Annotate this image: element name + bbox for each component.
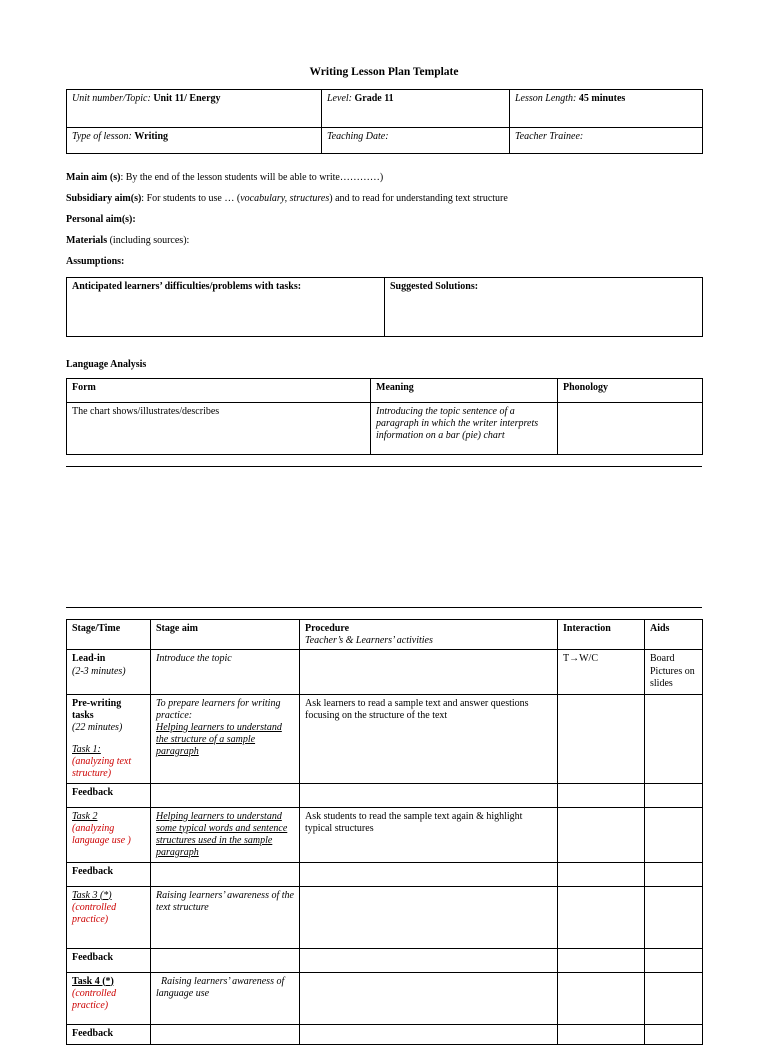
length-label: Lesson Length:	[515, 93, 577, 104]
task3-aim: Raising learners’ awareness of the text structure	[151, 886, 300, 948]
prewriting-aim-1: To prepare learners for writing practice:	[156, 697, 281, 721]
task4-note: (controlled practice)	[72, 987, 117, 1011]
date-cell	[322, 128, 510, 154]
phonology-header: Phonology	[558, 379, 703, 403]
level-cell	[322, 90, 510, 128]
materials-text: (including sources):	[107, 235, 190, 246]
assumptions: Assumptions:	[66, 256, 125, 267]
level-value: Grade 11	[354, 93, 394, 104]
task4-name: Task 4 (*)	[72, 975, 114, 987]
leadin-stage	[67, 650, 151, 695]
length-value: 45 minutes	[578, 93, 626, 104]
difficulties-table	[66, 277, 703, 337]
prewriting-procedure: Ask learners to read a sample text and answer questions focusing on the structure of the text	[300, 694, 558, 783]
type-value: Writing	[134, 131, 169, 142]
subsidiary-aim	[66, 193, 508, 204]
feedback-4: Feedback	[67, 1024, 151, 1044]
feedback-1: Feedback	[67, 783, 151, 807]
unit-label: Unit number/Topic:	[72, 93, 151, 104]
meaning-header: Meaning	[371, 379, 558, 403]
subsidiary-aim-italic: vocabulary, structures	[240, 193, 330, 204]
interaction-header: Interaction	[558, 620, 645, 650]
task2-name: Task 2	[72, 810, 98, 822]
stage-aim-header: Stage aim	[151, 620, 300, 650]
subsidiary-aim-text-2: ) and to read for understanding text structure	[329, 193, 508, 204]
leadin-aim: Introduce the topic	[151, 650, 300, 695]
prewriting-aim	[151, 694, 300, 783]
task3-note: (controlled practice)	[72, 901, 117, 925]
task2-stage	[67, 807, 151, 862]
main-aim-label: Main aim (s)	[66, 172, 121, 183]
type-cell	[67, 128, 322, 154]
level-label: Level:	[327, 93, 352, 104]
prewriting-time: (22 minutes)	[72, 721, 123, 733]
form-cell: The chart shows/illustrates/describes	[67, 403, 371, 455]
task3-name: Task 3 (*)	[72, 889, 112, 901]
prewriting-aids	[645, 694, 703, 783]
task2-note: (analyzing language use )	[72, 822, 131, 846]
procedure-header-title: Procedure	[305, 623, 350, 634]
trainee-cell	[510, 128, 703, 154]
leadin-time: (2-3 minutes)	[72, 665, 126, 677]
prewriting-aim-2: Helping learners to understand the structure of a sample paragraph	[156, 721, 282, 757]
prewriting-stage	[67, 694, 151, 783]
feedback-3: Feedback	[67, 948, 151, 972]
lesson-info-table	[66, 89, 703, 154]
meaning-cell: Introducing the topic sentence of a paragraph in which the writer interprets information on a bar (pie) chart	[371, 403, 558, 455]
divider-top	[66, 466, 702, 467]
phonology-cell	[558, 403, 703, 455]
task2-procedure: Ask students to read the sample text again & highlight typical structures	[300, 807, 558, 862]
divider-bottom	[66, 607, 702, 608]
stages-table	[66, 619, 703, 1045]
stage-time-header: Stage/Time	[67, 620, 151, 650]
solutions-header: Suggested Solutions:	[385, 278, 703, 337]
type-label: Type of lesson:	[72, 131, 132, 142]
language-analysis-table	[66, 378, 703, 455]
trainee-label: Teacher Trainee:	[515, 131, 584, 142]
main-aim-text: : By the end of the lesson students will be able to write…………)	[120, 172, 384, 183]
materials	[66, 235, 189, 246]
leadin-name: Lead-in	[72, 653, 106, 664]
page-title: Writing Lesson Plan Template	[309, 66, 459, 78]
language-analysis-heading: Language Analysis	[66, 359, 147, 370]
leadin-interaction: T→W/C	[558, 650, 645, 695]
task2-aim: Helping learners to understand some typical words and sentence structures used in the sample paragraph	[151, 807, 300, 862]
prewriting-interaction	[558, 694, 645, 783]
task4-aim: Raising learners’ awareness of language use	[151, 972, 300, 1024]
unit-value: Unit 11/ Energy	[153, 93, 221, 104]
procedure-header-sub: Teacher’s & Learners’ activities	[305, 634, 433, 646]
subsidiary-aim-text-1: : For students to use … (	[141, 193, 241, 204]
main-aim	[66, 172, 383, 183]
task1-name: Task 1:	[72, 743, 101, 755]
task1-note: (analyzing text structure)	[72, 755, 132, 779]
feedback-2: Feedback	[67, 862, 151, 886]
task4-stage	[67, 972, 151, 1024]
difficulties-header: Anticipated learners’ difficulties/problems with tasks:	[67, 278, 385, 337]
leadin-procedure	[300, 650, 558, 695]
prewriting-name: Pre-writing tasks	[72, 697, 122, 721]
materials-label: Materials	[66, 235, 108, 246]
task3-stage	[67, 886, 151, 948]
length-cell	[510, 90, 703, 128]
procedure-header	[300, 620, 558, 650]
form-header: Form	[67, 379, 371, 403]
aids-header: Aids	[645, 620, 703, 650]
date-label: Teaching Date:	[327, 131, 389, 142]
personal-aim: Personal aim(s):	[66, 214, 136, 225]
leadin-aids: Board Pictures on slides	[645, 650, 703, 695]
subsidiary-aim-label: Subsidiary aim(s)	[66, 193, 142, 204]
unit-cell	[67, 90, 322, 128]
